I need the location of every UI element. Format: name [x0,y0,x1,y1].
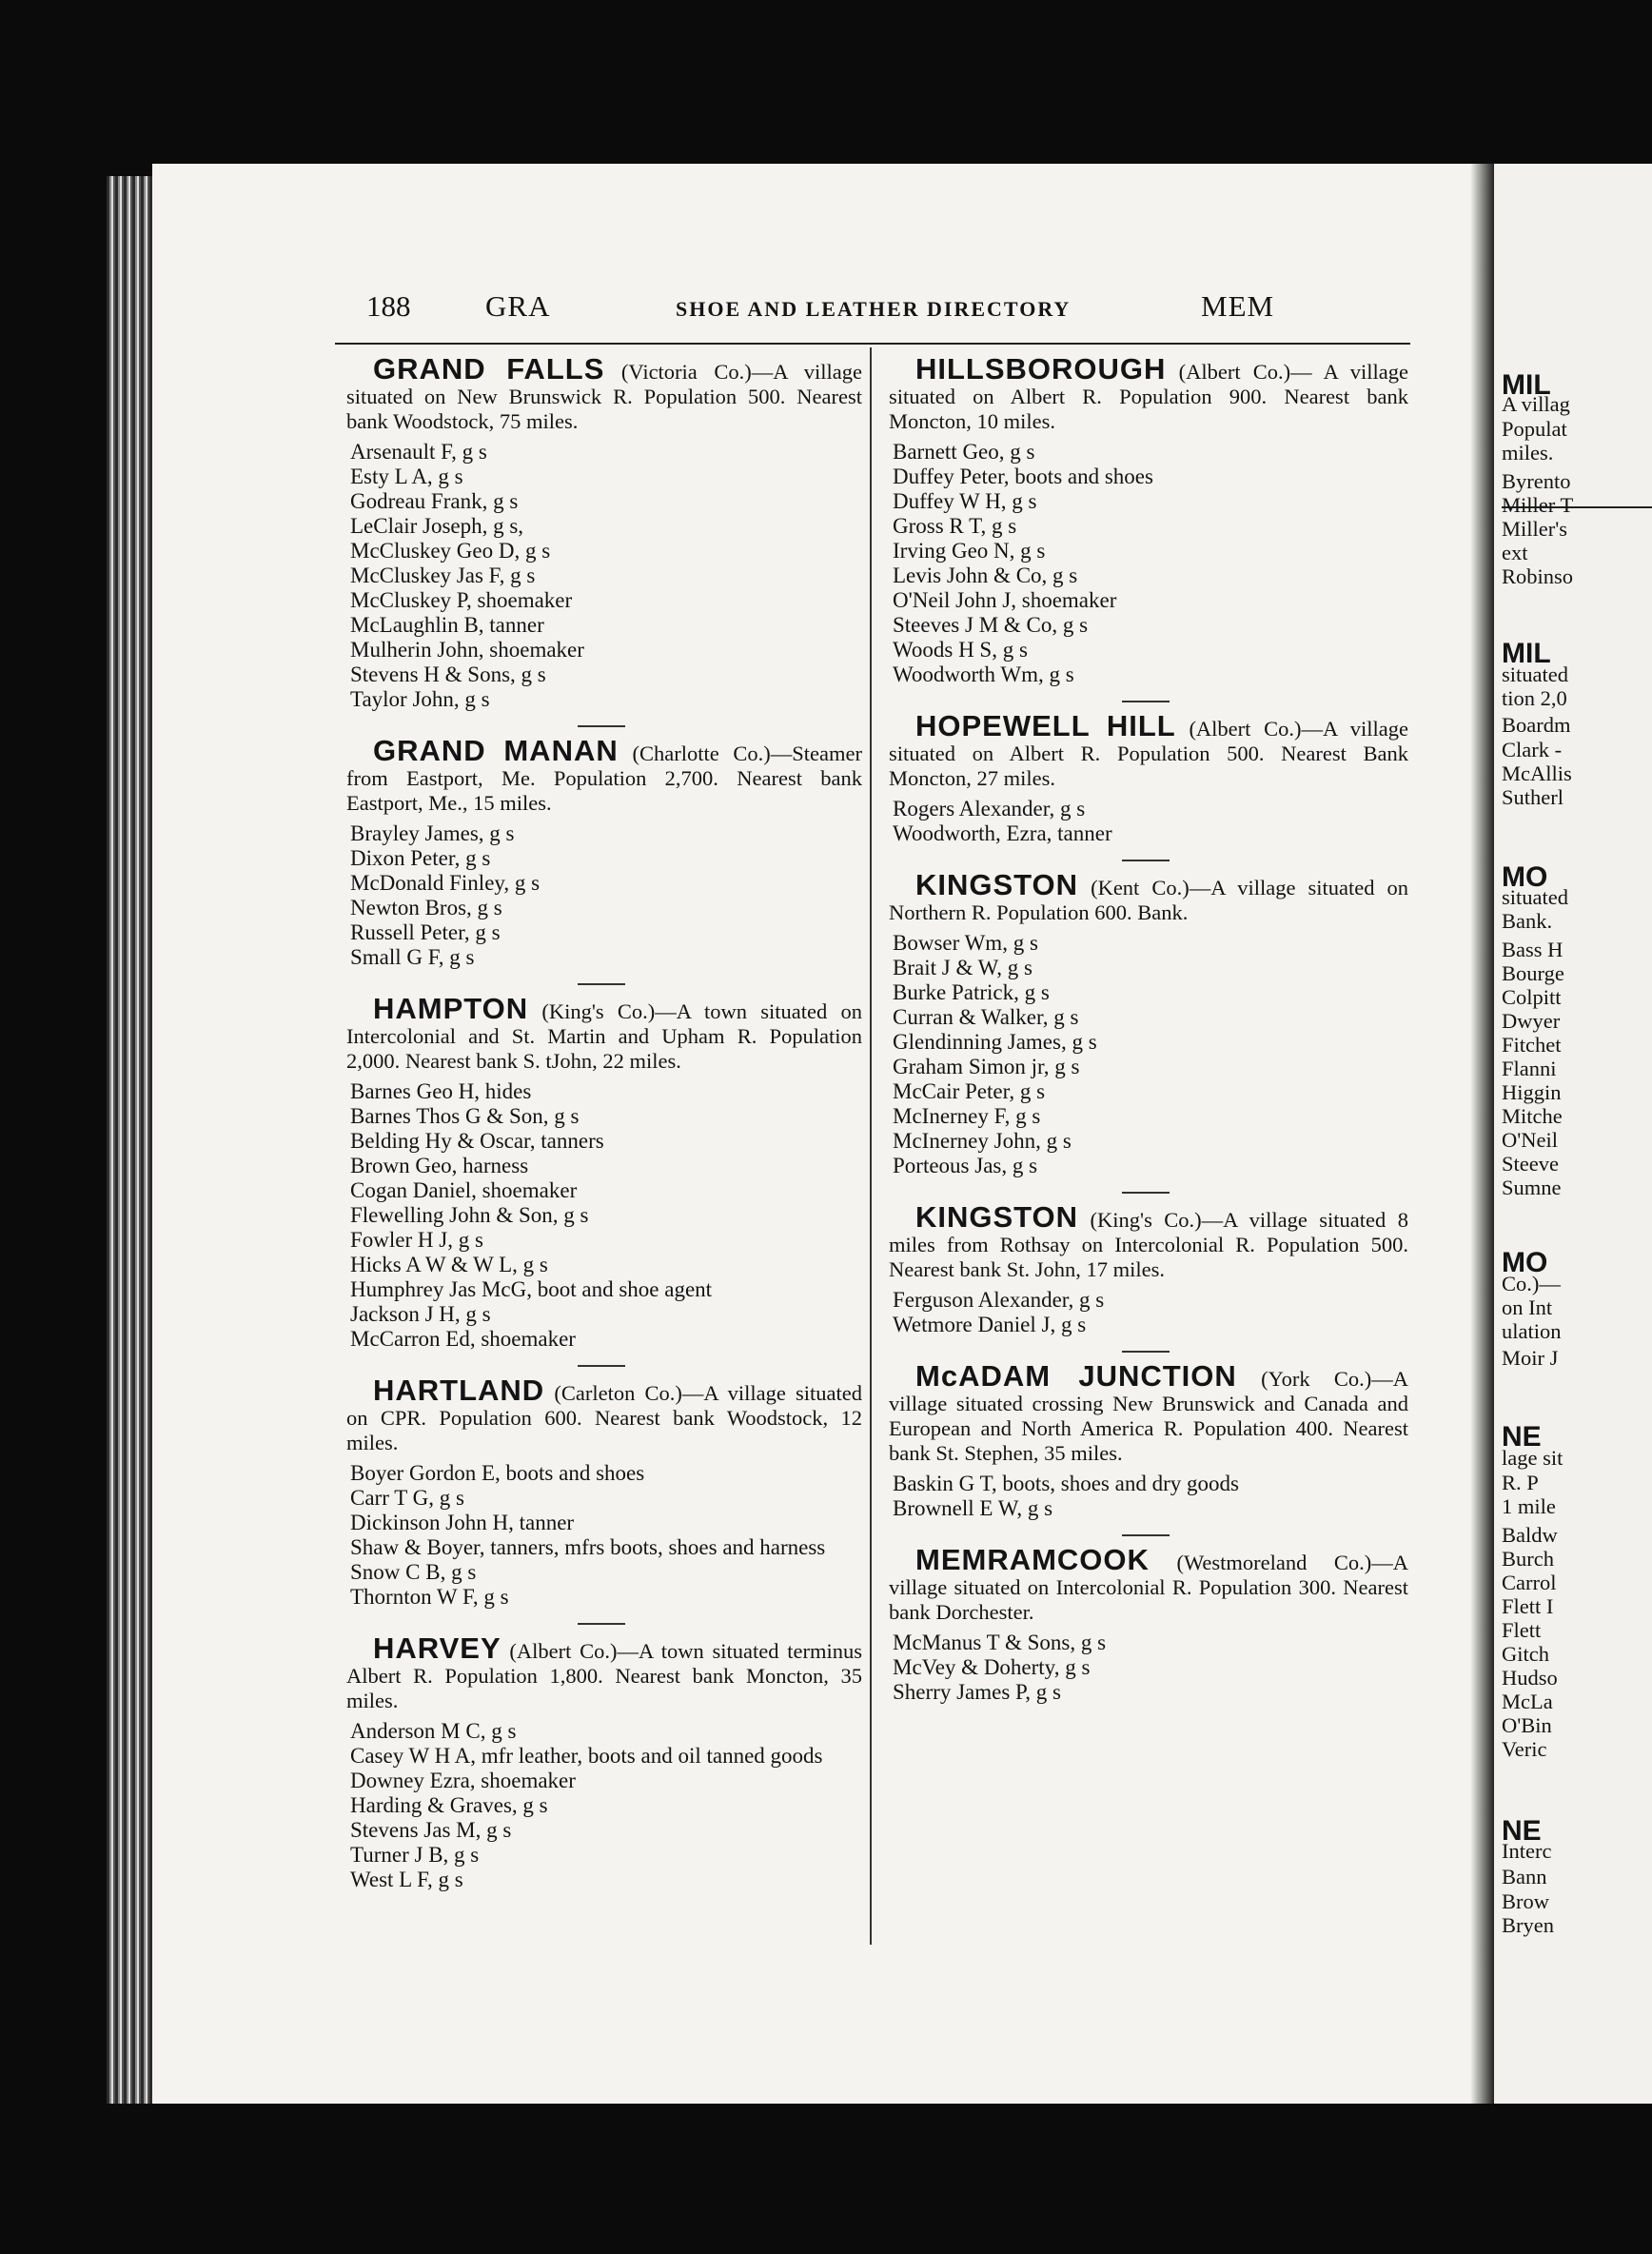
business-listing: Belding Hy & Oscar, tanners [350,1129,604,1153]
entry-separator [1122,1351,1170,1353]
town-description [346,1374,862,1455]
town-description [889,1200,1408,1282]
town-details: (Victoria Co.)—A village situated on New Brunswick R. Population 500. Nearest bank Woodstock, 75 miles. [346,360,863,433]
town-entry [883,868,1408,1178]
town-name: KINGSTON [915,1200,1079,1234]
town-details: (York Co.)—A village situated crossing New Brunswick and Canada and European and North America R. Population 400. Nearest bank St. Stephen, 35 miles. [889,1367,1408,1465]
next-page-text-fragment: Steeve [1502,1152,1559,1176]
business-list [883,440,1408,687]
business-listing: Brown Geo, harness [350,1154,529,1177]
town-name: McADAM JUNCTION [915,1359,1237,1393]
business-listing: Stevens Jas M, g s [350,1818,512,1842]
next-page-text-fragment: lage sit [1502,1446,1564,1470]
business-listing: Hicks A W & W L, g s [350,1253,548,1276]
next-page-text-fragment: O'Bin [1502,1713,1552,1737]
town-name: HILLSBOROUGH [915,352,1167,386]
next-page-text-fragment: Hudso [1502,1666,1558,1690]
business-list [341,821,862,970]
business-listing: Bowser Wm, g s [893,931,1038,955]
next-page-text-fragment: Higgin [1502,1080,1562,1104]
business-listing: McCluskey P, shoemaker [350,588,573,612]
next-page-text-fragment: R. P [1502,1471,1539,1494]
town-name: HARTLAND [373,1374,545,1407]
business-listing: Anderson M C, g s [350,1719,517,1743]
business-listing: Glendinning James, g s [893,1030,1097,1054]
business-listing: Brayley James, g s [350,821,515,845]
business-listing: Barnes Thos G & Son, g s [350,1104,580,1128]
town-name: GRAND MANAN [373,734,619,767]
town-entry [341,1631,862,1892]
business-listing: Snow C B, g s [350,1560,477,1584]
town-details: (Charlotte Co.)—Steamer from Eastport, Me. Population 2,700. Nearest bank Eastport, Me., 15 miles. [346,741,862,815]
next-page-town-fragment: MIL [1502,369,1551,401]
town-name: KINGSTON [915,868,1079,901]
business-listing: Irving Geo N, g s [893,539,1046,563]
town-entry [883,709,1408,846]
next-page-town-fragment: MO [1502,861,1548,893]
business-listing: Russell Peter, g s [350,920,501,944]
business-list [883,1631,1408,1705]
next-page-text-fragment: Baldw [1502,1523,1558,1547]
next-page-town-fragment: NE [1502,1815,1542,1847]
business-listing: Dickinson John H, tanner [350,1511,575,1534]
business-list [341,1461,862,1610]
business-listing: Fowler H J, g s [350,1228,483,1252]
entry-separator [1122,701,1170,702]
town-entry [883,352,1408,687]
next-page-text-fragment: Fitchet [1502,1033,1562,1057]
business-listing: Boyer Gordon E, boots and shoes [350,1461,645,1485]
town-description [889,709,1408,791]
directory-title: SHOE AND LEATHER DIRECTORY [676,297,1072,321]
next-page-text-fragment: Flett I [1502,1594,1554,1618]
next-page-text-fragment: 1 mile [1502,1494,1556,1518]
next-page-text-fragment: situated [1502,885,1568,909]
next-page-text-fragment: Bryen [1502,1913,1554,1937]
town-details: (King's Co.)—A town situated on Intercolonial and St. Martin and Upham R. Population 2,000. Nearest bank S. tJohn, 22 miles. [346,999,862,1073]
next-page-text-fragment: Carrol [1502,1571,1557,1594]
next-page-text-fragment: Clark - [1502,738,1563,761]
business-listing: McCair Peter, g s [893,1079,1046,1103]
business-listing: McDonald Finley, g s [350,871,541,895]
town-entry [341,992,862,1352]
town-description [346,992,862,1074]
next-page-text-fragment: Colpitt [1502,985,1562,1009]
business-listing: McInerney F, g s [893,1104,1041,1128]
next-page-town-fragment: MO [1502,1247,1548,1278]
header-rule [335,343,1410,345]
entry-separator [1122,1192,1170,1194]
next-page-text-fragment: Brow [1502,1889,1549,1913]
right-column [883,352,1408,1718]
next-page-town-fragment: MIL [1502,638,1551,669]
town-details: (Albert Co.)—A village situated on Albert R. Population 500. Nearest Bank Moncton, 27 miles. [889,717,1408,790]
business-listing: McInerney John, g s [893,1129,1072,1153]
town-description [889,868,1408,925]
business-listing: Dixon Peter, g s [350,846,491,870]
next-page-text-fragment: O'Neil [1502,1128,1559,1152]
business-listing: Wetmore Daniel J, g s [893,1313,1087,1336]
business-listing: Baskin G T, boots, shoes and dry goods [893,1472,1239,1495]
town-description [346,352,863,434]
town-details: (Carleton Co.)—A village situated on CPR. Population 600. Nearest bank Woodstock, 12 miles. [346,1381,862,1454]
next-page-text-fragment: Burch [1502,1547,1554,1571]
entry-separator [578,983,625,985]
next-page-text-fragment: A villag [1502,392,1570,416]
business-listing: Graham Simon jr, g s [893,1055,1080,1078]
business-listing: Esty L A, g s [350,465,463,488]
left-column [341,352,863,1906]
business-listing: McCluskey Jas F, g s [350,564,536,587]
business-list [341,440,862,712]
business-listing: Shaw & Boyer, tanners, mfrs boots, shoes and harness [350,1535,826,1559]
business-listing: Porteous Jas, g s [893,1154,1038,1177]
gutter-shadow [1470,164,1495,2104]
business-listing: Steeves J M & Co, g s [893,613,1089,637]
left-guide-word: GRA [485,289,551,323]
business-listing: Taylor John, g s [350,687,490,711]
town-details: (Kent Co.)—A village situated on Northern R. Population 600. Bank. [889,876,1408,924]
business-listing: Casey W H A, mfr leather, boots and oil tanned goods [350,1744,823,1768]
business-listing: Rogers Alexander, g s [893,797,1086,821]
business-listing: Woodworth, Ezra, tanner [893,821,1112,845]
business-listing: Gross R T, g s [893,514,1017,538]
town-description [889,1543,1408,1625]
town-entry [341,1374,862,1610]
town-entry [883,1200,1408,1337]
next-page-text-fragment: Co.)— [1502,1272,1561,1295]
next-page-text-fragment: ext [1502,541,1528,564]
business-list [883,931,1408,1178]
town-description [346,734,862,816]
entry-separator [578,725,625,727]
next-page-text-fragment: ulation [1502,1319,1562,1343]
business-listing: Duffey W H, g s [893,489,1037,513]
business-listing: LeClair Joseph, g s, [350,514,524,538]
business-listing: O'Neil John J, shoemaker [893,588,1117,612]
town-name: HOPEWELL HILL [915,709,1176,742]
next-page-fragment [1494,164,1652,2104]
business-listing: Woodworth Wm, g s [893,662,1074,686]
business-listing: Curran & Walker, g s [893,1005,1079,1029]
business-listing: Ferguson Alexander, g s [893,1288,1105,1312]
next-page-text-fragment: situated [1502,662,1568,686]
next-page-text-fragment: Flett [1502,1618,1542,1642]
business-list [341,1719,862,1892]
town-entry [341,734,862,970]
next-page-text-fragment: Bourge [1502,961,1564,985]
right-guide-word: MEM [1201,289,1275,323]
business-listing: Humphrey Jas McG, boot and shoe agent [350,1277,713,1301]
business-listing: Flewelling John & Son, g s [350,1203,589,1227]
business-listing: Jackson J H, g s [350,1302,491,1326]
entry-separator [1122,1534,1170,1536]
next-page-text-fragment: Bann [1502,1865,1547,1888]
business-listing: McCarron Ed, shoemaker [350,1327,576,1351]
town-entry [883,1359,1408,1521]
next-page-text-fragment: Gitch [1502,1642,1549,1666]
next-page-text-fragment: Interc [1502,1839,1552,1863]
business-listing: Harding & Graves, g s [350,1793,548,1817]
town-name: GRAND FALLS [373,352,605,386]
entry-separator [1122,860,1170,861]
business-listing: Godreau Frank, g s [350,489,519,513]
next-page-text-fragment: Flanni [1502,1057,1557,1080]
business-listing: Carr T G, g s [350,1486,464,1510]
business-listing: Brait J & W, g s [893,956,1032,979]
town-name: HAMPTON [373,992,529,1025]
next-page-text-fragment: Robinso [1502,564,1574,588]
next-page-text-fragment: Veric [1502,1737,1547,1761]
business-listing: West L F, g s [350,1868,463,1891]
town-details: (King's Co.)—A village situated 8 miles from Rothsay on Intercolonial R. Population 500. Nearest bank St. John, 17 miles. [889,1208,1408,1281]
business-listing: Newton Bros, g s [350,896,502,919]
town-name: HARVEY [373,1631,502,1665]
business-listing: Duffey Peter, boots and shoes [893,465,1153,488]
town-name: MEMRAMCOOK [915,1543,1150,1576]
column-divider [870,347,872,1945]
next-page-text-fragment: McAllis [1502,761,1572,785]
next-page-text-fragment: Boardm [1502,713,1571,737]
business-listing: Woods H S, g s [893,638,1028,662]
next-page-text-fragment: on Int [1502,1295,1553,1319]
town-details: (Albert Co.)—A town situated terminus Albert R. Population 1,800. Nearest bank Moncton, 35 miles. [346,1639,862,1712]
next-page-text-fragment: McLa [1502,1690,1553,1713]
next-page-text-fragment: Moir J [1502,1346,1559,1370]
business-list [341,1079,862,1352]
business-listing: Cogan Daniel, shoemaker [350,1178,578,1202]
next-page-text-fragment: tion 2,0 [1502,686,1567,710]
business-listing: Downey Ezra, shoemaker [350,1769,576,1792]
town-details: (Albert Co.)— A village situated on Albert R. Population 900. Nearest bank Moncton, 10 miles. [889,360,1408,433]
next-page-text-fragment: Dwyer [1502,1009,1561,1033]
next-page-text-fragment: Sutherl [1502,785,1564,809]
business-listing: McLaughlin B, tanner [350,613,544,637]
business-listing: Small G F, g s [350,945,475,969]
business-listing: Turner J B, g s [350,1843,480,1867]
business-list [883,797,1408,846]
business-listing: McCluskey Geo D, g s [350,539,551,563]
town-description [346,1631,862,1713]
business-listing: Stevens H & Sons, g s [350,662,546,686]
town-entry [883,1543,1408,1705]
town-details: (Westmoreland Co.)—A village situated on Intercolonial R. Population 300. Nearest bank Dorchester. [889,1551,1408,1624]
next-page-text-fragment: Mitche [1502,1104,1563,1128]
entry-separator [578,1365,625,1367]
next-page-town-fragment: NE [1502,1421,1542,1453]
business-list [883,1288,1408,1337]
next-page-text-fragment: Bank. [1502,909,1553,933]
entry-separator [578,1623,625,1625]
next-page-text-fragment: Miller T [1502,493,1574,517]
business-list [883,1472,1408,1521]
next-page-text-fragment: Miller's [1502,517,1568,541]
next-page-text-fragment: Populat [1502,417,1567,441]
business-listing: Brownell E W, g s [893,1496,1053,1520]
business-listing: Burke Patrick, g s [893,980,1050,1004]
business-listing: Barnes Geo H, hides [350,1079,532,1103]
next-page-text-fragment: Bass H [1502,938,1564,961]
page-number: 188 [366,289,411,323]
business-listing: Levis John & Co, g s [893,564,1078,587]
business-listing: Mulherin John, shoemaker [350,638,584,662]
business-listing: McVey & Doherty, g s [893,1655,1091,1679]
next-page-text-fragment: Sumne [1502,1176,1562,1199]
business-listing: Thornton W F, g s [350,1585,509,1609]
town-entry [341,352,863,712]
next-page-text-fragment: miles. [1502,441,1554,465]
business-listing: McManus T & Sons, g s [893,1631,1107,1654]
town-description [889,352,1408,434]
business-listing: Arsenault F, g s [350,440,487,464]
town-description [889,1359,1408,1466]
business-listing: Sherry James P, g s [893,1680,1061,1704]
business-listing: Barnett Geo, g s [893,440,1035,464]
next-page-text-fragment: Byrento [1502,469,1571,493]
